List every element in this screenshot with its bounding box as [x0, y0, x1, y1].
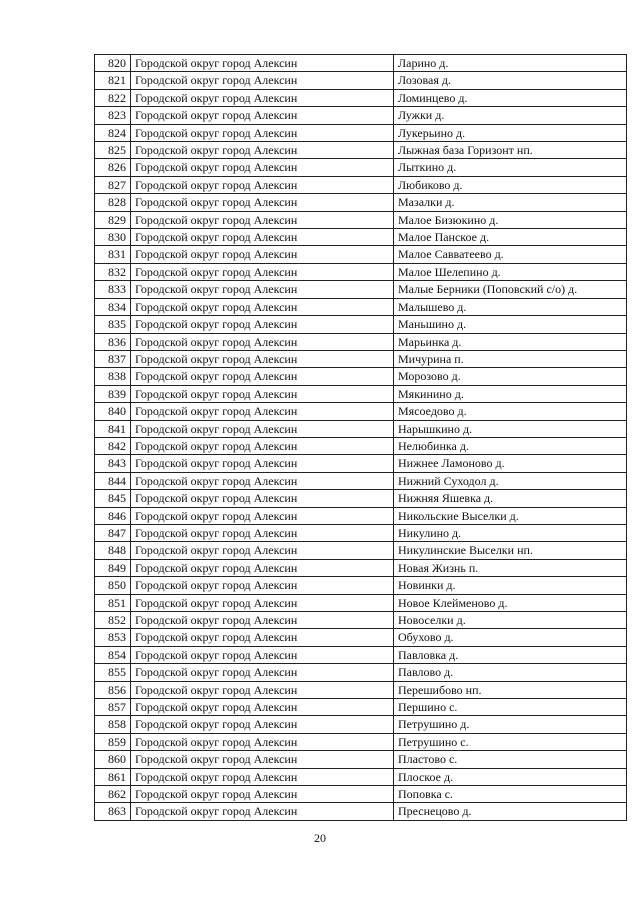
municipality-cell: Городской округ город Алексин [131, 437, 394, 454]
settlement-cell: Пластово с. [394, 751, 627, 768]
row-number: 847 [95, 524, 131, 541]
row-number: 833 [95, 281, 131, 298]
table-row [95, 699, 627, 716]
row-number: 852 [95, 612, 131, 629]
settlement-cell: Малое Бизюкино д. [394, 211, 627, 228]
municipality-cell: Городской округ город Алексин [131, 89, 394, 106]
settlements-table [94, 54, 627, 821]
settlement-cell: Нижняя Яшевка д. [394, 490, 627, 507]
table-row [95, 629, 627, 646]
table-row [95, 194, 627, 211]
settlement-cell: Ломинцево д. [394, 89, 627, 106]
table-row [95, 594, 627, 611]
row-number: 827 [95, 176, 131, 193]
municipality-cell: Городской округ город Алексин [131, 107, 394, 124]
row-number: 836 [95, 333, 131, 350]
municipality-cell: Городской округ город Алексин [131, 350, 394, 367]
settlement-cell: Новинки д. [394, 577, 627, 594]
table-row [95, 542, 627, 559]
municipality-cell: Городской округ город Алексин [131, 646, 394, 663]
row-number: 855 [95, 664, 131, 681]
settlement-cell: Малышево д. [394, 298, 627, 315]
municipality-cell: Городской округ город Алексин [131, 368, 394, 385]
table-row [95, 768, 627, 785]
settlement-cell: Новое Клейменово д. [394, 594, 627, 611]
settlement-cell: Плоское д. [394, 768, 627, 785]
settlement-cell: Лужки д. [394, 107, 627, 124]
settlement-cell: Нижнее Ламоново д. [394, 455, 627, 472]
table-row [95, 490, 627, 507]
row-number: 844 [95, 472, 131, 489]
municipality-cell: Городской округ город Алексин [131, 142, 394, 159]
municipality-cell: Городской округ город Алексин [131, 751, 394, 768]
settlement-cell: Новая Жизнь п. [394, 559, 627, 576]
table-row [95, 524, 627, 541]
municipality-cell: Городской округ город Алексин [131, 211, 394, 228]
settlement-cell: Никулино д. [394, 524, 627, 541]
municipality-cell: Городской округ город Алексин [131, 333, 394, 350]
row-number: 861 [95, 768, 131, 785]
row-number: 825 [95, 142, 131, 159]
row-number: 845 [95, 490, 131, 507]
table-row [95, 803, 627, 820]
table-row [95, 472, 627, 489]
settlement-cell: Малое Савватеево д. [394, 246, 627, 263]
table-row [95, 751, 627, 768]
row-number: 829 [95, 211, 131, 228]
settlement-cell: Мякинино д. [394, 385, 627, 402]
settlement-cell: Павловка д. [394, 646, 627, 663]
table-row [95, 733, 627, 750]
municipality-cell: Городской округ город Алексин [131, 507, 394, 524]
settlement-cell: Обухово д. [394, 629, 627, 646]
row-number: 839 [95, 385, 131, 402]
municipality-cell: Городской округ город Алексин [131, 194, 394, 211]
row-number: 841 [95, 420, 131, 437]
municipality-cell: Городской округ город Алексин [131, 316, 394, 333]
table-row [95, 159, 627, 176]
settlement-cell: Мясоедово д. [394, 403, 627, 420]
row-number: 838 [95, 368, 131, 385]
table-row [95, 263, 627, 280]
table-row [95, 333, 627, 350]
row-number: 851 [95, 594, 131, 611]
table-row [95, 403, 627, 420]
municipality-cell: Городской округ город Алексин [131, 385, 394, 402]
row-number: 826 [95, 159, 131, 176]
row-number: 860 [95, 751, 131, 768]
municipality-cell: Городской округ город Алексин [131, 524, 394, 541]
row-number: 850 [95, 577, 131, 594]
settlement-cell: Никольские Выселки д. [394, 507, 627, 524]
row-number: 842 [95, 437, 131, 454]
table-row [95, 246, 627, 263]
municipality-cell: Городской округ город Алексин [131, 246, 394, 263]
municipality-cell: Городской округ город Алексин [131, 716, 394, 733]
row-number: 857 [95, 699, 131, 716]
row-number: 828 [95, 194, 131, 211]
municipality-cell: Городской округ город Алексин [131, 420, 394, 437]
settlement-cell: Лыжная база Горизонт нп. [394, 142, 627, 159]
table-row [95, 577, 627, 594]
municipality-cell: Городской округ город Алексин [131, 298, 394, 315]
row-number: 823 [95, 107, 131, 124]
municipality-cell: Городской округ город Алексин [131, 699, 394, 716]
table-row [95, 385, 627, 402]
table-row [95, 298, 627, 315]
table-row [95, 350, 627, 367]
table-row [95, 559, 627, 576]
municipality-cell: Городской округ город Алексин [131, 681, 394, 698]
settlements-table-body [95, 55, 627, 821]
settlement-cell: Нижний Суходол д. [394, 472, 627, 489]
table-row [95, 681, 627, 698]
municipality-cell: Городской округ город Алексин [131, 594, 394, 611]
table-row [95, 455, 627, 472]
settlement-cell: Петрушино с. [394, 733, 627, 750]
municipality-cell: Городской округ город Алексин [131, 124, 394, 141]
row-number: 834 [95, 298, 131, 315]
row-number: 863 [95, 803, 131, 820]
municipality-cell: Городской округ город Алексин [131, 768, 394, 785]
settlement-cell: Лозовая д. [394, 72, 627, 89]
table-row [95, 55, 627, 72]
table-row [95, 316, 627, 333]
table-row [95, 72, 627, 89]
row-number: 837 [95, 350, 131, 367]
municipality-cell: Городской округ город Алексин [131, 786, 394, 803]
municipality-cell: Городской округ город Алексин [131, 733, 394, 750]
settlement-cell: Павлово д. [394, 664, 627, 681]
settlement-cell: Перешибово нп. [394, 681, 627, 698]
row-number: 848 [95, 542, 131, 559]
table-row [95, 211, 627, 228]
table-row [95, 646, 627, 663]
row-number: 856 [95, 681, 131, 698]
municipality-cell: Городской округ город Алексин [131, 612, 394, 629]
municipality-cell: Городской округ город Алексин [131, 542, 394, 559]
settlement-cell: Малое Панское д. [394, 229, 627, 246]
row-number: 859 [95, 733, 131, 750]
settlement-cell: Никулинские Выселки нп. [394, 542, 627, 559]
settlement-cell: Поповка с. [394, 786, 627, 803]
table-row [95, 612, 627, 629]
table-row [95, 420, 627, 437]
municipality-cell: Городской округ город Алексин [131, 577, 394, 594]
settlement-cell: Лыткино д. [394, 159, 627, 176]
municipality-cell: Городской округ город Алексин [131, 263, 394, 280]
settlement-cell: Маньшино д. [394, 316, 627, 333]
municipality-cell: Городской округ город Алексин [131, 55, 394, 72]
table-row [95, 786, 627, 803]
settlement-cell: Новоселки д. [394, 612, 627, 629]
settlement-cell: Першино с. [394, 699, 627, 716]
municipality-cell: Городской округ город Алексин [131, 664, 394, 681]
settlement-cell: Нарышкино д. [394, 420, 627, 437]
municipality-cell: Городской округ город Алексин [131, 72, 394, 89]
settlement-cell: Малые Берники (Поповский с/о) д. [394, 281, 627, 298]
municipality-cell: Городской округ город Алексин [131, 559, 394, 576]
row-number: 843 [95, 455, 131, 472]
row-number: 840 [95, 403, 131, 420]
table-row [95, 142, 627, 159]
municipality-cell: Городской округ город Алексин [131, 629, 394, 646]
settlement-cell: Мичурина п. [394, 350, 627, 367]
table-row [95, 368, 627, 385]
municipality-cell: Городской округ город Алексин [131, 455, 394, 472]
row-number: 821 [95, 72, 131, 89]
row-number: 832 [95, 263, 131, 280]
table-row [95, 124, 627, 141]
row-number: 835 [95, 316, 131, 333]
table-row [95, 716, 627, 733]
row-number: 822 [95, 89, 131, 106]
row-number: 831 [95, 246, 131, 263]
municipality-cell: Городской округ город Алексин [131, 472, 394, 489]
municipality-cell: Городской округ город Алексин [131, 281, 394, 298]
settlement-cell: Ларино д. [394, 55, 627, 72]
municipality-cell: Городской округ город Алексин [131, 403, 394, 420]
settlement-cell: Петрушино д. [394, 716, 627, 733]
table-row [95, 507, 627, 524]
settlement-cell: Марьинка д. [394, 333, 627, 350]
row-number: 849 [95, 559, 131, 576]
row-number: 846 [95, 507, 131, 524]
table-row [95, 107, 627, 124]
municipality-cell: Городской округ город Алексин [131, 159, 394, 176]
settlement-cell: Преснецово д. [394, 803, 627, 820]
table-row [95, 281, 627, 298]
row-number: 830 [95, 229, 131, 246]
row-number: 862 [95, 786, 131, 803]
settlement-cell: Морозово д. [394, 368, 627, 385]
municipality-cell: Городской округ город Алексин [131, 490, 394, 507]
municipality-cell: Городской округ город Алексин [131, 803, 394, 820]
row-number: 854 [95, 646, 131, 663]
settlement-cell: Лукерьино д. [394, 124, 627, 141]
settlement-cell: Нелюбинка д. [394, 437, 627, 454]
row-number: 820 [95, 55, 131, 72]
table-row [95, 89, 627, 106]
municipality-cell: Городской округ город Алексин [131, 229, 394, 246]
page-number: 20 [314, 831, 326, 845]
settlement-cell: Малое Шелепино д. [394, 263, 627, 280]
row-number: 853 [95, 629, 131, 646]
row-number: 824 [95, 124, 131, 141]
table-row [95, 437, 627, 454]
settlement-cell: Любиково д. [394, 176, 627, 193]
table-row [95, 229, 627, 246]
row-number: 858 [95, 716, 131, 733]
table-row [95, 176, 627, 193]
municipality-cell: Городской округ город Алексин [131, 176, 394, 193]
settlement-cell: Мазалки д. [394, 194, 627, 211]
table-row [95, 664, 627, 681]
